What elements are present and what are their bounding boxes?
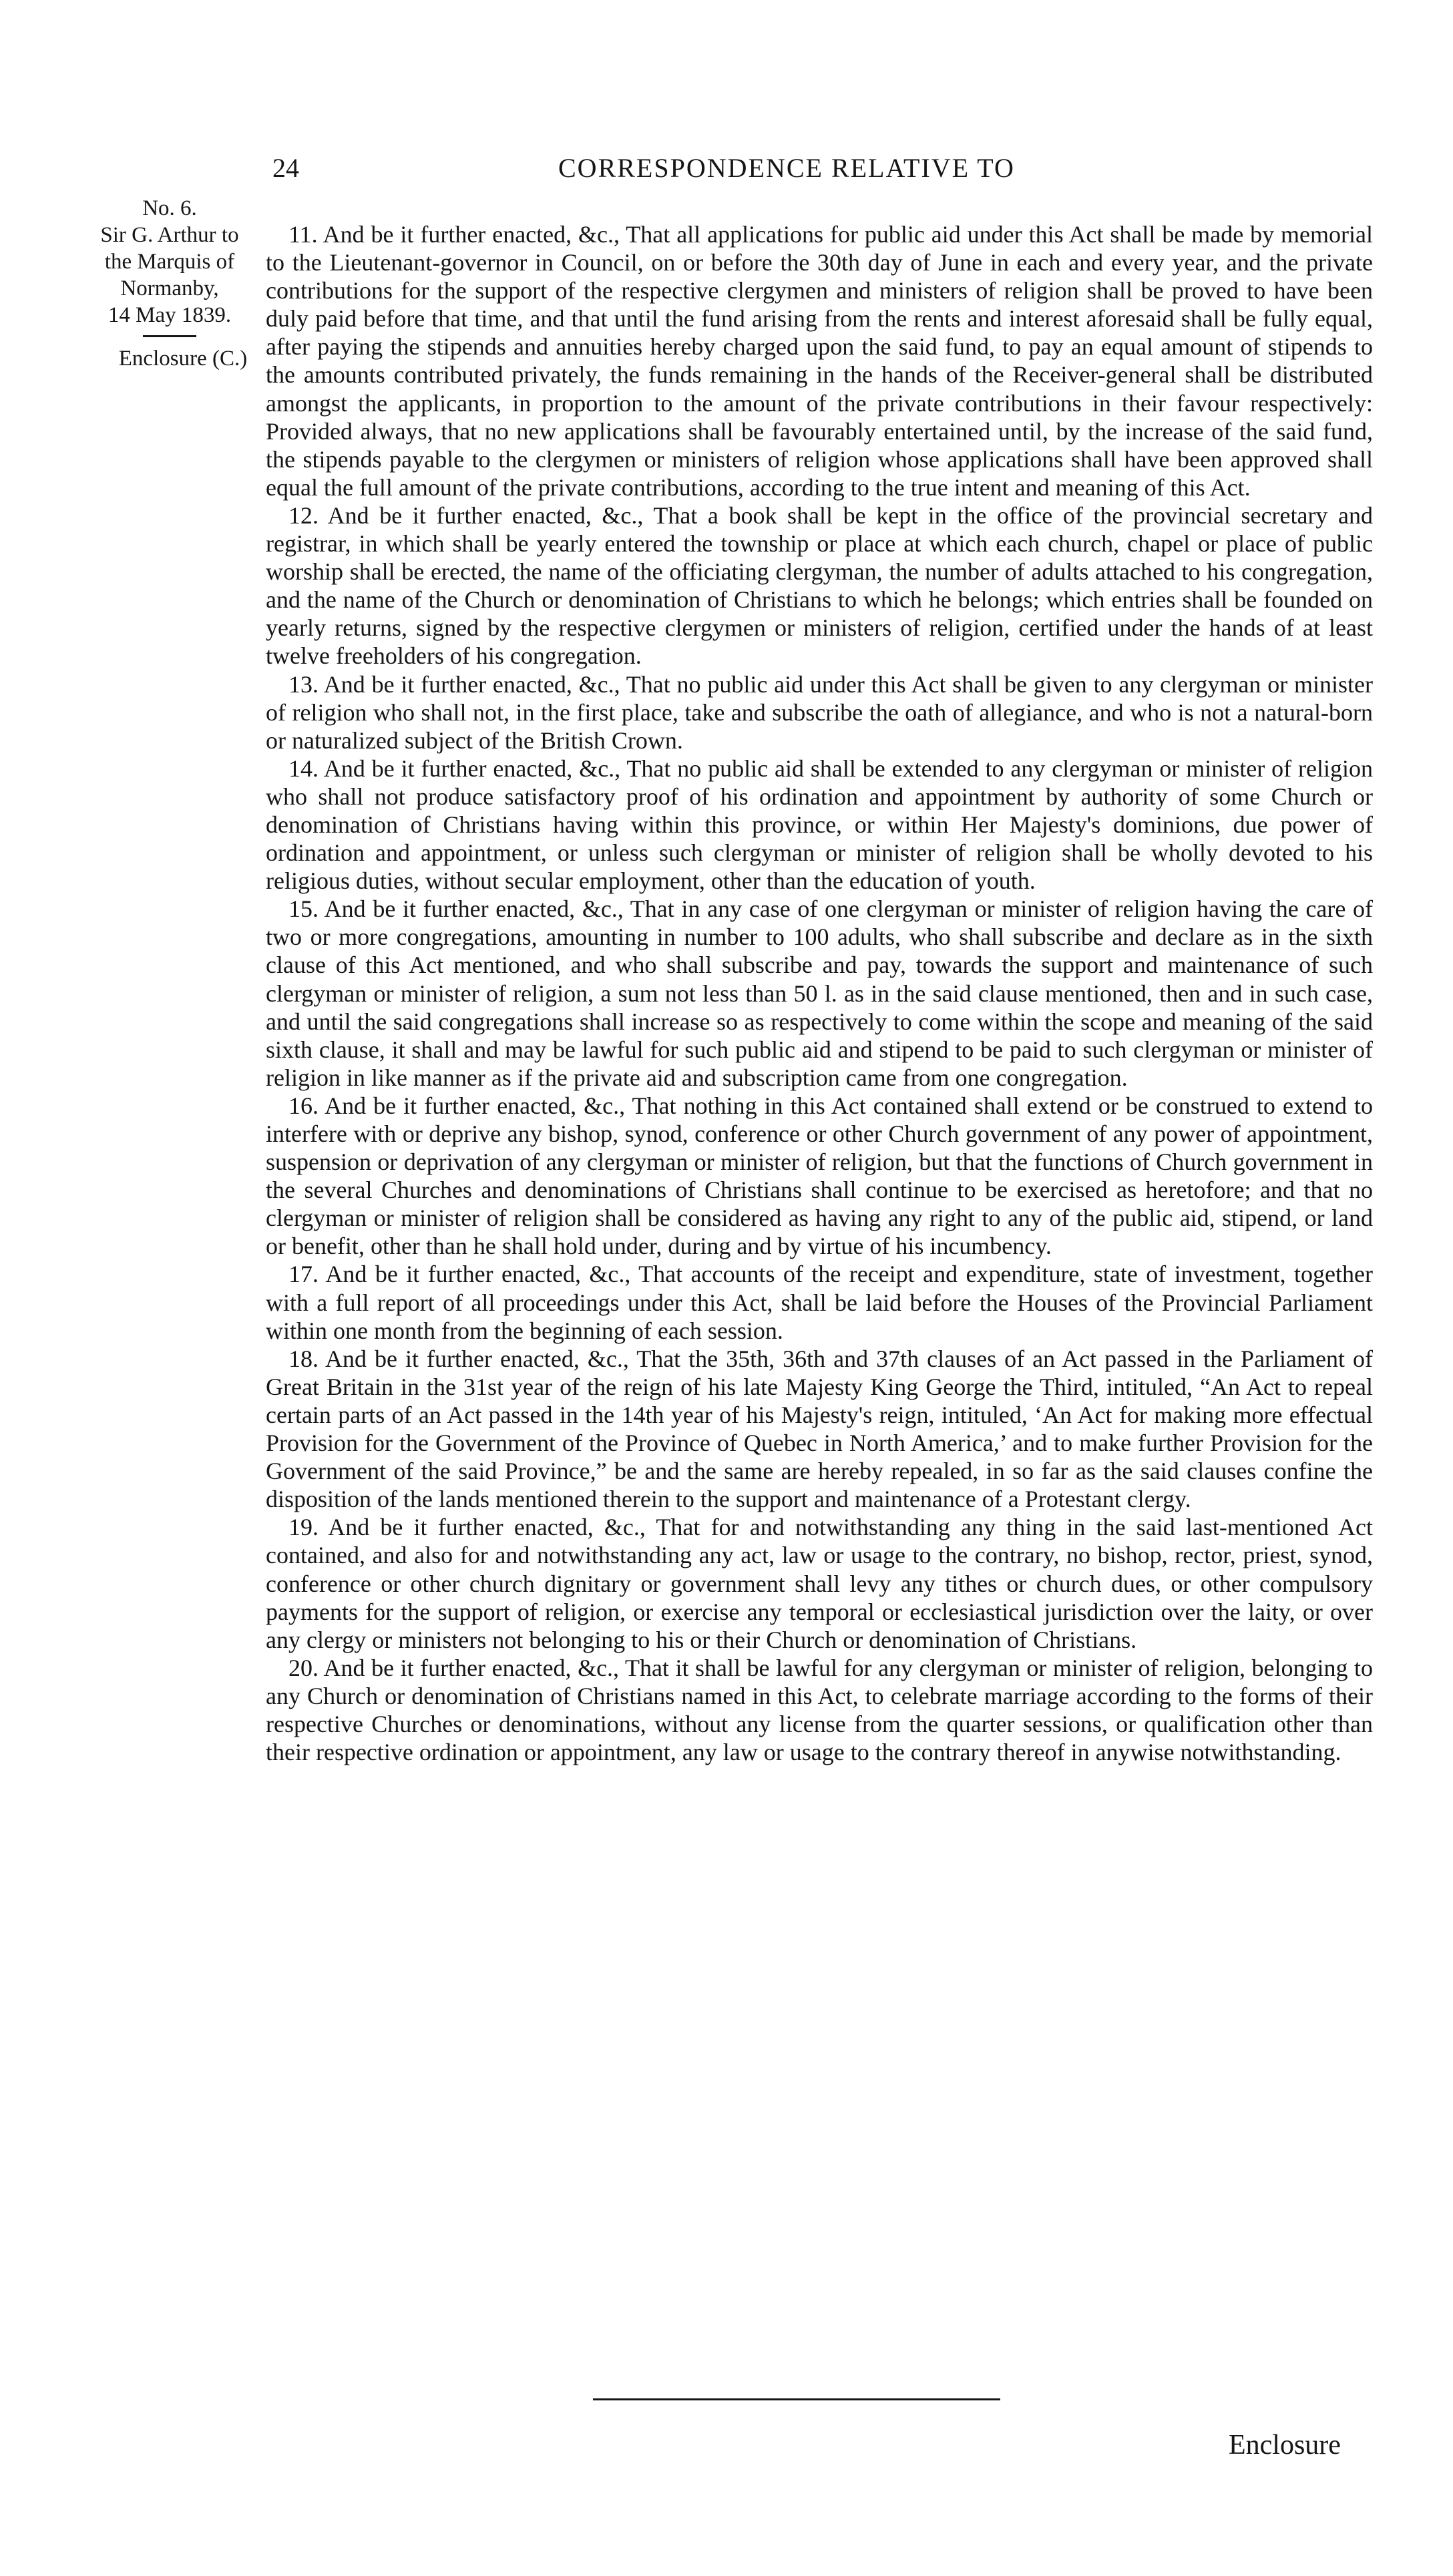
clause-20: 20. And be it further enacted, &c., That it shall be lawful for any clergyman or minister of religion, belonging to any Church or denomination of Christians named in this Act, to celebrate marriage according to the forms of their respective Churches or denominations, without any license from the quarter sessions, or qualification other than their respective ordination or appointment, any law or usage to the contrary thereof in anywise notwithstanding.: [266, 1654, 1373, 1766]
clause-18: 18. And be it further enacted, &c., That the 35th, 36th and 37th clauses of an Act passed in the Parliament of Great Britain in the 31st year of the reign of his late Majesty King George the Third, intituled, “An Act to repeal certain parts of an Act passed in the 14th year of his Majesty's reign, intituled, ‘An Act for making more effectual Provision for the Government of the Province of Quebec in North America,’ and to make further Provision for the Government of the said Province,” be and the same are hereby repealed, in so far as the said clauses confine the disposition of the lands mentioned therein to the support and maintenance of a Protestant clergy.: [266, 1345, 1373, 1513]
clause-15: 15. And be it further enacted, &c., That in any case of one clergyman or minister of religion having the care of two or more congregations, amounting in number to 100 adults, who shall subscribe and declare as in the sixth clause of this Act mentioned, and who shall subscribe and pay, towards the support and maintenance of such clergyman or minister of religion, a sum not less than 50 l. as in the said clause mentioned, then and in such case, and until the said congregations shall increase so as respectively to come within the scope and meaning of the said sixth clause, it shall and may be lawful for such public aid and stipend to be paid to such clergyman or minister of religion in like manner as if the private aid and subscription came from one congregation.: [266, 895, 1373, 1091]
clause-12: 12. And be it further enacted, &c., That a book shall be kept in the office of the provincial secretary and registrar, in which shall be yearly entered the township or place at which each church, chapel or place of public worship shall be erected, the name of the officiating clergyman, the number of adults attached to his congregation, and the name of the Church or denomination of Christians to which he belongs; which entries shall be founded on yearly returns, signed by the respective clergymen or ministers of religion, certified under the hands of at least twelve freeholders of his congregation.: [266, 501, 1373, 670]
clause-17: 17. And be it further enacted, &c., That accounts of the receipt and expenditure, state of investment, together with a full report of all proceedings under this Act, shall be laid before the Houses of the Provincial Parliament within one month from the beginning of each session.: [266, 1261, 1373, 1344]
clause-11: 11. And be it further enacted, &c., That all applications for public aid under this Act shall be made by memorial to the Lieutenant-governor in Council, on or before the 30th day of June in each and every year, and the private contributions for the support of the respective clergymen and ministers of religion shall be proved to have been duly paid before that time, and that until the fund arising from the rents and interest aforesaid shall be fully equal, after paying the stipends and annuities hereby charged upon the said fund, to pay an equal amount of stipends to the amounts contributed privately, the funds remaining in the hands of the Receiver-general shall be distributed amongst the applicants, in proportion to the amount of the private contributions in their favour respectively: Provided always, that no new applications shall be favourably entertained until, by the increase of the said fund, the stipends payable to the clergymen or ministers of religion whose applications shall have been approved shall equal the full amount of the private contributions, according to the true intent and meaning of this Act.: [266, 221, 1373, 501]
catchword: Enclosure: [1229, 2430, 1341, 2460]
sidenote-line: Sir G. Arthur to: [100, 223, 239, 247]
sidenote-rule: [143, 335, 196, 337]
clause-16: 16. And be it further enacted, &c., That nothing in this Act contained shall extend or be construed to extend to interfere with or deprive any bishop, synod, conference or other Church government of any power of appointment, suspension or deprivation of any clergyman or minister of religion, but that the functions of Church government in the several Churches and denominations of Christians shall continue to be exercised as heretofore; and that no clergyman or minister of religion shall be considered as having any right to any of the public aid, stipend, or land or benefit, other than he shall hold under, during and by virtue of his incumbency.: [266, 1092, 1373, 1260]
sidenote-date: 14 May 1839.: [108, 303, 232, 327]
sidenote-line: the Marquis of: [104, 250, 235, 274]
running-title: CORRESPONDENCE RELATIVE TO: [558, 153, 1015, 183]
sidenote-line: Normanby,: [120, 276, 219, 300]
clause-13: 13. And be it further enacted, &c., That no public aid under this Act shall be given to any clergyman or minister of religion who shall not, in the first place, take and subscribe the oath of allegiance, and who is not a natural-born or naturalized subject of the British Crown.: [266, 670, 1373, 754]
sidenote-number: No. 6.: [142, 196, 197, 220]
clause-19: 19. And be it further enacted, &c., That for and notwithstanding any thing in the said last-mentioned Act contained, and also for and notwithstanding any act, law or usage to the contrary, no bishop, rector, priest, synod, conference or other church dignitary or government shall levy any tithes or church dues, or other compulsory payments for the support of religion, or exercise any temporal or ecclesiastical jurisdiction over the laity, or over any clergy or ministers not belonging to his or their Church or denomination of Christians.: [266, 1514, 1373, 1653]
page-number: 24: [272, 153, 299, 183]
body-text: [266, 220, 1373, 1766]
clause-14: 14. And be it further enacted, &c., That no public aid shall be extended to any clergyman or minister of religion who shall not produce satisfactory proof of his ordination and appointment by authority of some Church or denomination of Christians having within this province, or within Her Majesty's dominions, due power of ordination and appointment, or unless such clergyman or minister of religion shall be wholly devoted to his religious duties, without secular employment, other than the education of youth.: [266, 755, 1373, 895]
sidenote-enclosure: Enclosure (C.): [118, 347, 248, 371]
marginal-note: [49, 195, 290, 372]
closing-rule: [593, 2398, 1000, 2400]
